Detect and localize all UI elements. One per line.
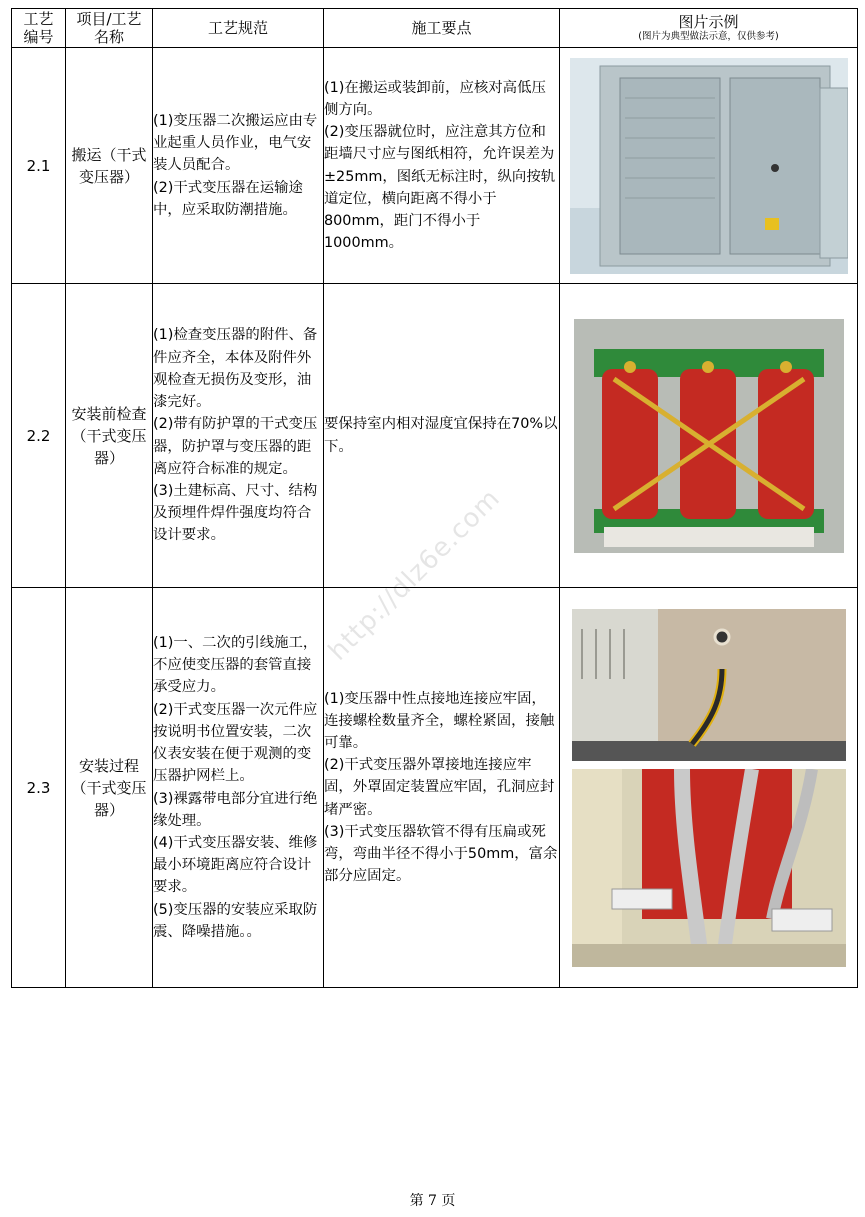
points-line: (2)变压器就位时，应注意其方位和距墙尺寸应与图纸相符，允许误差为±25mm，图纸无标注时，纵向按轨道定位，横向距离不得小于800mm，距门不得小于1000mm。 — [324, 124, 556, 252]
spec-line: (2)干式变压器在运输途中，应采取防潮措施。 — [153, 179, 303, 218]
cable-connection-photo — [572, 769, 846, 967]
points-line: (3)干式变压器软管不得有压扁或死弯，弯曲半径不得小于50mm，富余部分应固定。 — [324, 823, 558, 885]
header-item-name — [66, 9, 153, 48]
row-number: 2.3 — [12, 588, 66, 988]
process-table — [11, 8, 858, 988]
header-pic-note: (图片为典型做法示意，仅供参考) — [638, 31, 779, 42]
row-name: 安装前检查（干式变压器） — [66, 284, 153, 588]
spec-line: (1)检查变压器的附件、备件应齐全，本体及附件外观检查无损伤及变形，油漆完好。 — [153, 327, 318, 411]
spec-line: (2)带有防护罩的干式变压器，防护罩与变压器的距离应符合标准的规定。 — [153, 416, 318, 477]
row-name: 安装过程（干式变压器） — [66, 588, 153, 988]
watermark: http://dlz6e.com — [322, 483, 507, 667]
row-picture — [560, 48, 858, 284]
header-points: 施工要点 — [324, 9, 560, 48]
table-row — [12, 48, 858, 284]
row-number: 2.1 — [12, 48, 66, 284]
row-picture — [560, 284, 858, 588]
spec-line: (3)土建标高、尺寸、结构及预埋件焊件强度均符合设计要求。 — [153, 482, 318, 544]
row-spec — [153, 48, 324, 284]
points-line: (1)变压器中性点接地连接应牢固，连接螺栓数量齐全，螺栓紧固，接触可靠。 — [324, 690, 555, 751]
row-spec — [153, 284, 324, 588]
spec-line: (4)干式变压器安装、维修最小环境距离应符合设计要求。 — [153, 834, 318, 896]
header-name-text: 项目/工艺名称 — [76, 10, 142, 46]
spec-line: (2)干式变压器一次元件应按说明书位置安装，二次仪表安装在便于观测的变压器护网栏上。 — [153, 701, 318, 785]
header-row — [12, 9, 858, 48]
header-process-no — [12, 9, 66, 48]
row-number: 2.2 — [12, 284, 66, 588]
points-line: (1)在搬运或装卸前，应核对高低压侧方向。 — [324, 79, 546, 118]
row-name: 搬运（干式变压器） — [66, 48, 153, 284]
page-number: 第 7 页 — [409, 1193, 456, 1209]
transformer-enclosure-photo — [570, 58, 848, 274]
header-pic-title: 图片示例 — [678, 13, 739, 31]
row-picture — [560, 588, 858, 988]
header-no-text: 工艺编号 — [23, 10, 54, 46]
spec-line: (3)裸露带电部分宜进行绝缘处理。 — [153, 790, 318, 829]
row-points — [324, 48, 560, 284]
row-spec — [153, 588, 324, 988]
points-line: 要保持室内相对湿度宜保持在70%以下。 — [324, 416, 558, 455]
spec-line: (1)变压器二次搬运应由专业起重人员作业，电气安装人员配合。 — [153, 112, 318, 174]
header-spec: 工艺规范 — [153, 9, 324, 48]
table-row — [12, 588, 858, 988]
spec-line: (1)一、二次的引线施工，不应使变压器的套管直接承受应力。 — [153, 635, 318, 696]
header-picture — [560, 9, 858, 48]
transformer-coils-photo — [574, 319, 844, 553]
points-line: (2)干式变压器外罩接地连接应牢固，外罩固定装置应牢固，孔洞应封堵严密。 — [324, 757, 555, 818]
grounding-cable-photo — [572, 609, 846, 761]
spec-line: (5)变压器的安装应采取防震、降噪措施。。 — [153, 901, 318, 940]
